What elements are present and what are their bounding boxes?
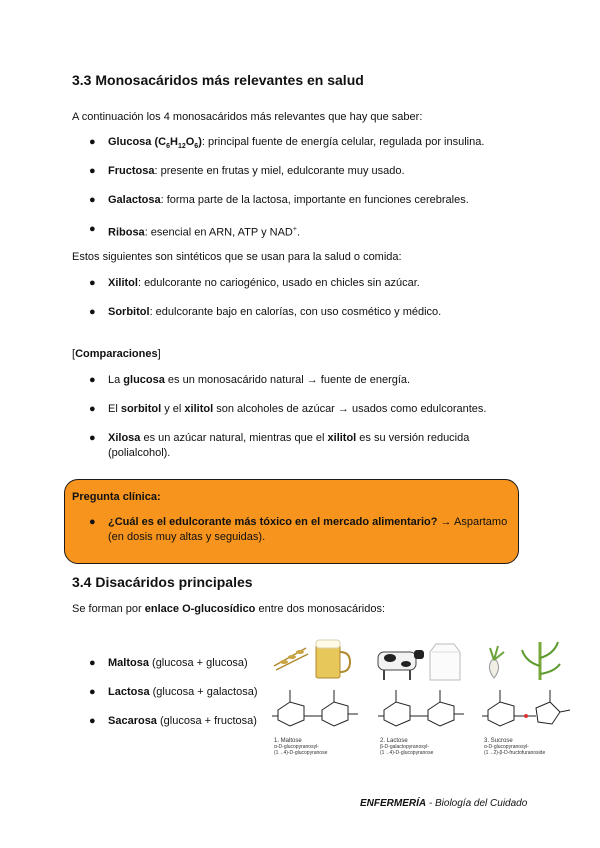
comparison-item: ● El sorbitol y el xilitol son alcoholes de azúcar → usados como edulcorantes. [89,403,487,415]
bullet-icon: ● [89,516,96,528]
figure-caption: 2. Lactose β-D-galactopyranosyl- (1→4)-D-glucopyranose [380,738,434,756]
list-item-xilitol [89,276,420,291]
bullet-icon: ● [89,432,96,444]
bullet-icon: ● [89,277,96,289]
sucrose-structure-icon [480,680,576,738]
term: Galactosa [108,194,161,206]
description: : edulcorante no cariogénico, usado en chicles sin azúcar. [137,277,420,289]
bullet-icon: ● [89,136,96,148]
bullet-icon: ● [89,374,96,386]
section-heading-monosaccharides: 3.3 Monosacáridos más relevantes en salud [72,72,364,88]
bullet-icon: ● [89,306,96,318]
page-footer: ENFERMERÍA - Biología del Cuidado [360,798,528,809]
formula: $(C_6H_{12}O_6)$ [151,136,202,151]
list-item-sorbitol [89,305,442,320]
bullet-icon: ● [89,657,96,669]
term: Ribosa [108,226,145,239]
section-heading-disaccharides: 3.4 Disacáridos principales [72,574,253,590]
comparison-item: ● La glucosa es un monosacárido natural → fuente de energía. [89,374,411,386]
clinical-question-box [64,479,519,564]
maltose-illustration [270,636,362,766]
comparison-item: ● Xilosa es un azúcar natural, mientras que el xilitol es su versión reducida (polialcohol). [89,432,470,459]
lactose-structure-icon [376,680,470,738]
bullet-icon: ● [89,686,96,698]
sucrose-illustration [480,636,576,766]
list-item-ribosa: ● Ribosa: esencial en ARN, ATP y NAD+. [89,223,300,239]
list-item-fructosa [89,164,405,179]
term: Fructosa [108,165,155,177]
synthetic-intro: Estos siguientes son sintéticos que se usan para la salud o comida: [72,251,402,263]
list-item-galactosa [89,193,469,208]
term: Xilitol [108,277,138,289]
clinical-question-title: Pregunta clínica: [72,491,161,503]
list-item-maltosa: ● Maltosa (glucosa + glucosa) [89,657,248,669]
figure-caption: 3. Sucrose α-D-glucopyranosyl- (1→2)-β-D-fructofuranoside [484,738,546,756]
list-item-sacarosa: ● Sacarosa (glucosa + fructosa) [89,715,257,727]
clinical-question: ¿Cuál es el edulcorante más tóxico en el mercado alimentario? [108,516,438,528]
lactose-illustration [376,636,470,766]
sugar-beet-cane-icon [480,636,576,682]
list-item-glucosa [89,135,485,154]
section-intro: A continuación los 4 monosacáridos más relevantes que hay que saber: [72,111,423,123]
bullet-icon: ● [89,194,96,206]
bullet-icon: ● [89,223,96,235]
wheat-beer-icon [270,636,362,682]
description: : edulcorante bajo en calorías, con uso cosmético y médico. [149,306,442,318]
superscript: + [292,226,297,233]
clinical-answer: → Aspartamo [437,516,508,528]
description: : principal fuente de energía celular, regulada por insulina. [201,136,485,148]
description: : presente en frutas y miel, edulcorante muy usado. [154,165,405,177]
section2-intro: Se forman por enlace O-glucosídico entre dos monosacáridos: [72,603,386,615]
bullet-icon: ● [89,165,96,177]
term: Sorbitol [108,306,150,318]
figure-caption: 1. Maltose α-D-glucopyranosyl- (1→4)-D-glucopyranose [274,738,328,756]
description: : forma parte de la lactosa, importante en funciones cerebrales. [160,194,469,206]
description: : esencial en ARN, ATP y NAD [144,226,293,239]
cow-milk-icon [376,636,470,682]
term: Glucosa [108,136,152,148]
bullet-icon: ● [89,715,96,727]
bullet-icon: ● [89,403,96,415]
comparisons-label: [Comparaciones] [72,348,161,360]
clinical-question-item: ● ¿Cuál es el edulcorante más tóxico en el mercado alimentario? → Aspartamo (en dosis muy altas y seguidas). [89,516,508,543]
maltose-structure-icon [270,680,362,738]
list-item-lactosa: ● Lactosa (glucosa + galactosa) [89,686,258,698]
